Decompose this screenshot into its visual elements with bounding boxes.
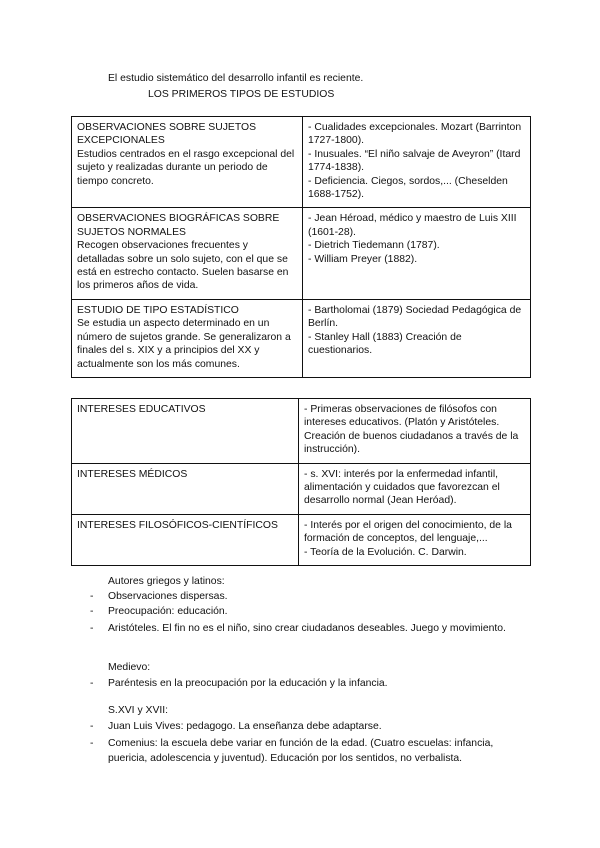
bullet-list [90, 720, 510, 766]
table-row [72, 399, 531, 464]
table-cell-details [299, 463, 531, 514]
row-description: Recogen observaciones frecuentes y detalladas sobre un solo sujeto, con el que se está en estrecho contacto. Suelen basarse en los primeros años de vida. [77, 240, 289, 292]
list-item [90, 677, 510, 690]
table-cell-type [72, 208, 303, 299]
table-cell-examples [303, 117, 531, 208]
dash-bullet: - [90, 678, 94, 689]
example-item: - Dietrich Tiedemann (1787). [308, 240, 440, 252]
list-item [90, 605, 510, 618]
row-title: OBSERVACIONES BIOGRÁFICAS SOBRE SUJETOS NORMALES [77, 213, 280, 238]
table-row [72, 117, 531, 208]
list-item-text: Juan Luis Vives: pedagogo. La enseñanza debe adaptarse. [108, 721, 382, 732]
list-item-text: Paréntesis en la preocupación por la educación y la infancia. [108, 678, 388, 689]
table-cell-examples [303, 299, 531, 377]
example-item: - Jean Héroad, médico y maestro de Luis XIII (1601-28). [308, 213, 517, 238]
row-description: Estudios centrados en el rasgo excepcional del sujeto y realizadas durante un periodo de tiempo concreto. [77, 148, 295, 187]
table-row [72, 208, 531, 299]
list-item-text: Comenius: la escuela debe variar en función de la edad. (Cuatro escuelas: infancia, puericia, adolescencia y juventud). Educación por los sentidos, no verbalista. [108, 738, 494, 765]
example-item: - Bartholomai (1879) Sociedad Pedagógica de Berlín. [308, 304, 522, 330]
row-title: OBSERVACIONES SOBRE SUJETOS EXCEPCIONALES [77, 122, 256, 147]
bullet-list [90, 677, 510, 690]
table-row [72, 514, 531, 565]
list-item-text: Aristóteles. El fin no es el niño, sino crear ciudadanos deseables. Juego y movimiento. [108, 622, 506, 634]
row-title: INTERESES EDUCATIVOS [77, 404, 206, 415]
table-cell-details [299, 399, 531, 464]
bullet-list [90, 590, 510, 636]
list-item [90, 621, 510, 636]
example-item: - William Preyer (1882). [308, 253, 418, 265]
example-item: - Deficiencia. Ciegos, sordos,... (Cheselden 1688-1752). [308, 175, 508, 201]
table-row [72, 299, 531, 377]
dash-bullet: - [90, 606, 94, 618]
list-item-text: Observaciones dispersas. [108, 591, 228, 602]
section-title: S.XVI y XVII: [108, 705, 169, 716]
interests-table [71, 398, 531, 566]
table-cell-interest [72, 399, 299, 464]
dash-bullet: - [90, 591, 94, 602]
dash-bullet: - [90, 721, 94, 732]
table-cell-details [299, 514, 531, 565]
example-item: - Stanley Hall (1883) Creación de cuestionarios. [308, 331, 462, 357]
list-item [90, 736, 510, 766]
table-cell-type [72, 299, 303, 377]
detail-item: - Primeras observaciones de filósofos con intereses educativos. (Platón y Aristóteles. Creación de buenos ciudadanos a través de la instrucción). [304, 404, 519, 456]
page-heading: LOS PRIMEROS TIPOS DE ESTUDIOS [148, 89, 335, 100]
row-title: INTERESES MÉDICOS [77, 468, 188, 480]
detail-item: - s. XVI: interés por la enfermedad infantil, alimentación y cuidados que favorezcan el desarrollo normal (Jean Heróad). [304, 468, 500, 507]
study-types-table [71, 116, 531, 378]
list-item [90, 590, 510, 603]
intro-text: El estudio sistemático del desarrollo infantil es reciente. [108, 73, 364, 84]
table-cell-type [72, 117, 303, 208]
row-title: INTERESES FILOSÓFICOS-CIENTÍFICOS [77, 519, 278, 531]
table-row [72, 463, 531, 514]
table-cell-interest [72, 463, 299, 514]
example-item: - Cualidades excepcionales. Mozart (Barrinton 1727-1800). [308, 122, 522, 147]
detail-item: - Teoría de la Evolución. C. Darwin. [304, 546, 467, 558]
list-item-text: Preocupación: educación. [108, 606, 228, 618]
table-cell-interest [72, 514, 299, 565]
section-title: Autores griegos y latinos: [108, 576, 225, 587]
row-title: ESTUDIO DE TIPO ESTADÍSTICO [77, 304, 239, 316]
row-description: Se estudia un aspecto determinado en un número de sujetos grande. Se generalizaron a finales del s. XIX y a principios del XX y actualmente son los más comunes. [77, 318, 291, 370]
table-cell-examples [303, 208, 531, 299]
example-item: - Inusuales. “El niño salvaje de Aveyron” (Itard 1774-1838). [308, 148, 521, 174]
dash-bullet: - [90, 738, 94, 750]
section-title: Medievo: [108, 662, 151, 673]
detail-item: - Interés por el origen del conocimiento, de la formación de conceptos, del lenguaje,... [304, 519, 512, 545]
dash-bullet: - [90, 622, 94, 634]
list-item [90, 720, 510, 733]
